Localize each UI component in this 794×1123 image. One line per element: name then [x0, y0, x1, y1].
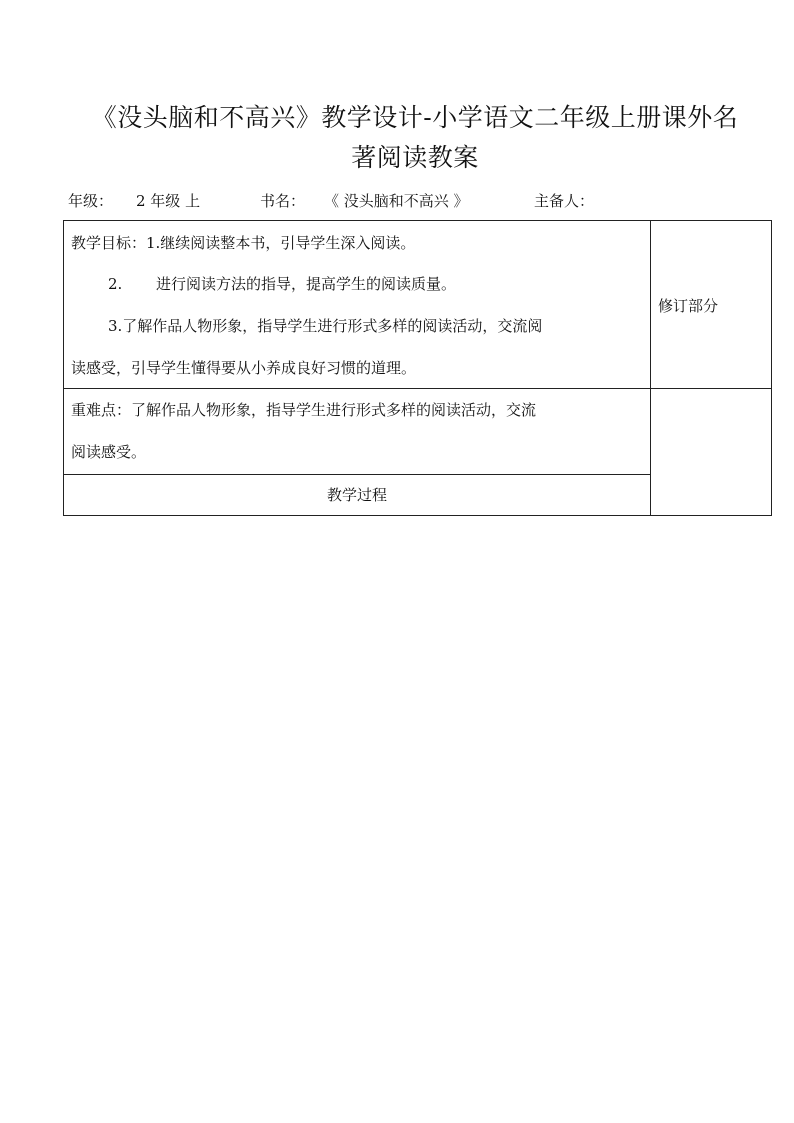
grade-value: 2 年级 上	[136, 192, 201, 210]
preparer-label: 主备人：	[534, 192, 595, 210]
row-divider-objectives	[64, 388, 771, 389]
document-title	[60, 98, 770, 178]
objectives-line-1: 教学目标：1.继续阅读整本书，引导学生深入阅读。	[71, 234, 416, 252]
teaching-process-header: 教学过程	[326, 486, 387, 504]
document-title-line-2: 著阅读教案	[351, 143, 479, 172]
lesson-plan-table	[63, 220, 772, 516]
key-points-line-1: 重难点：了解作品人物形象，指导学生进行形式多样的阅读活动，交流	[71, 401, 537, 419]
column-divider	[650, 221, 651, 515]
objectives-item-3-line-2: 读感受，引导学生懂得要从小养成良好习惯的道理。	[71, 359, 417, 377]
revision-section-label: 修订部分	[658, 297, 719, 315]
objectives-item-2-text: 进行阅读方法的指导，提高学生的阅读质量。	[156, 275, 457, 293]
book-name-value: 《 没头脑和不高兴 》	[324, 192, 469, 210]
document-title-line-1: 《没头脑和不高兴》教学设计-小学语文二年级上册课外名	[91, 103, 739, 132]
book-name-label: 书名：	[260, 192, 306, 210]
objectives-item-2-number: 2.	[108, 275, 123, 293]
row-divider-key-points	[64, 474, 650, 475]
objectives-item-3-line-1: 3.了解作品人物形象，指导学生进行形式多样的阅读活动，交流阅	[108, 317, 543, 335]
key-points-line-2: 阅读感受。	[71, 443, 147, 461]
grade-label: 年级：	[68, 192, 114, 210]
